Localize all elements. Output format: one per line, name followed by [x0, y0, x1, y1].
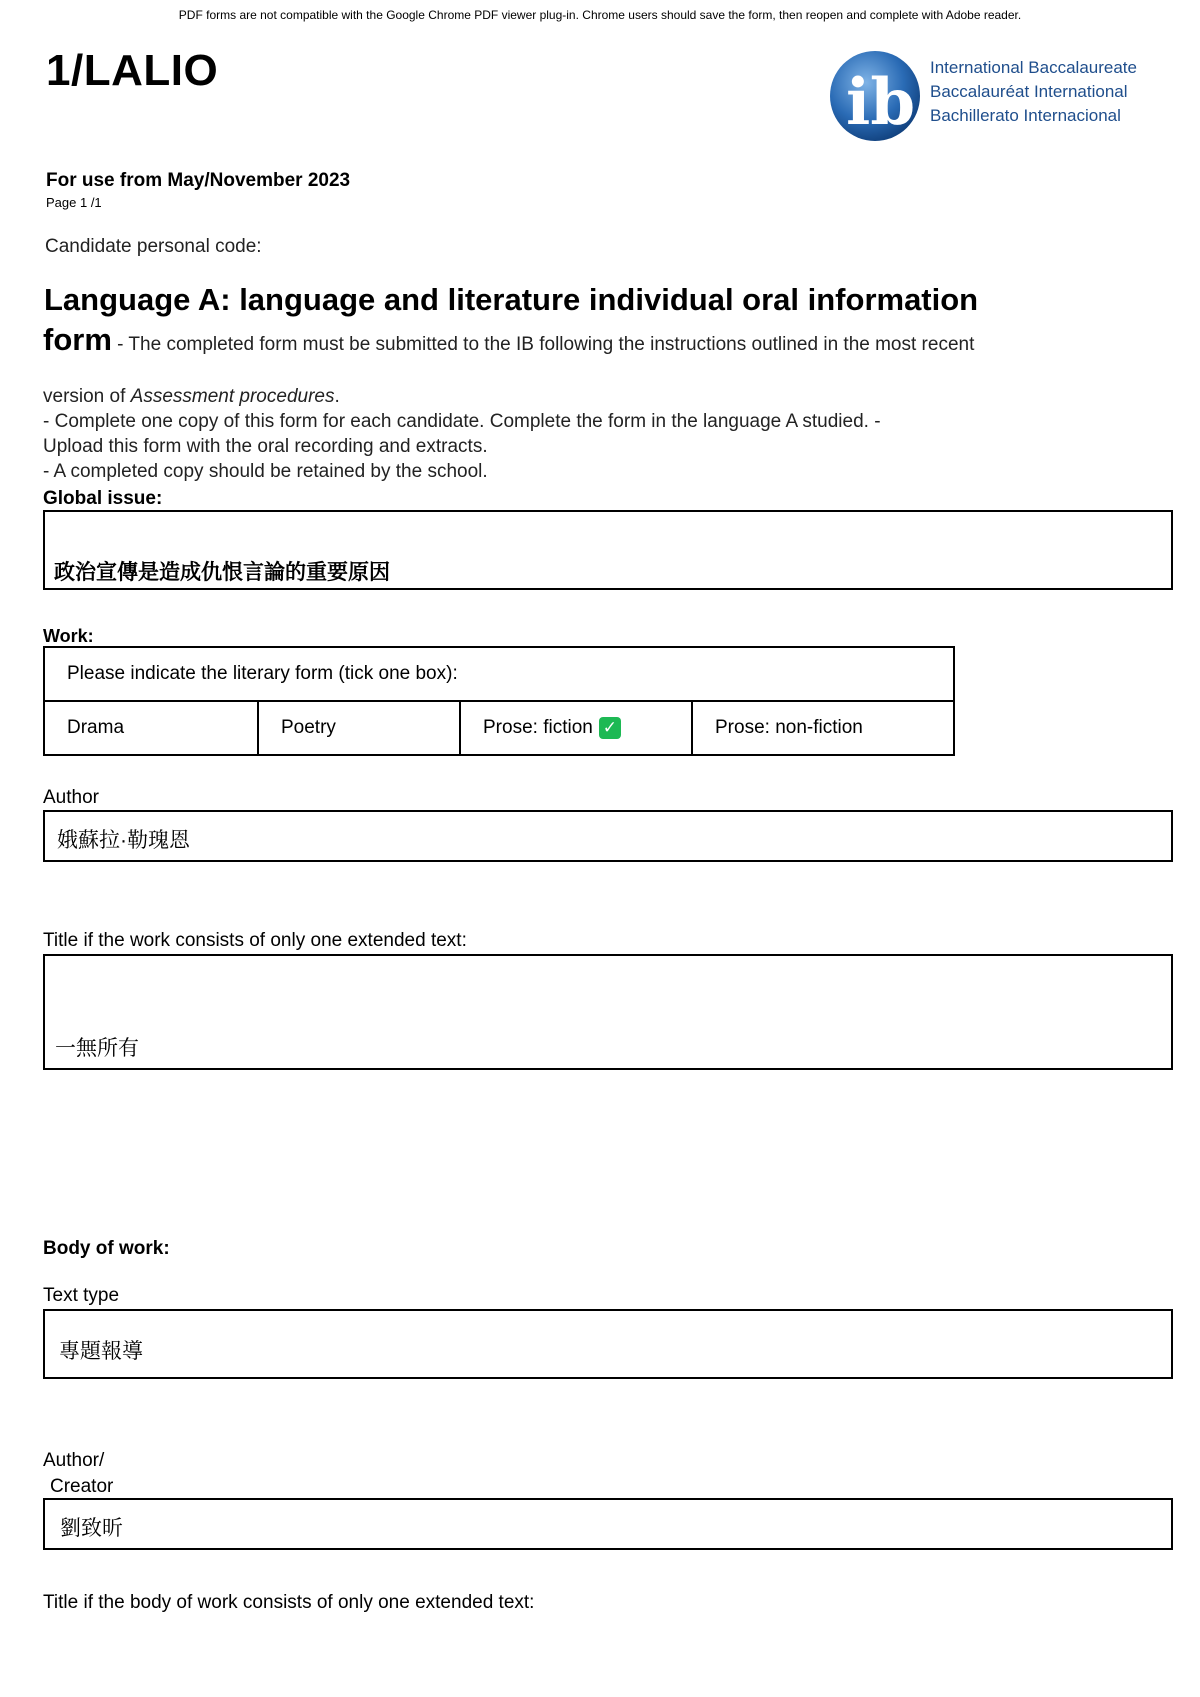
instructions [43, 384, 881, 484]
work-title-value: 一無所有 [55, 1037, 139, 1060]
option-poetry[interactable]: Poetry [258, 701, 460, 755]
text-type-value: 專題報導 [59, 1340, 143, 1363]
global-issue-label: Global issue: [43, 488, 163, 509]
literary-form-table [43, 646, 955, 756]
checkmark-icon: ✓ [599, 717, 621, 739]
body-of-work-label: Body of work: [43, 1238, 170, 1259]
form-code: 1/LALIO [46, 46, 219, 95]
ib-logo-text [930, 56, 1137, 128]
logo-line-es: Bachillerato Internacional [930, 106, 1121, 125]
logo-line-fr: Baccalauréat International [930, 82, 1128, 101]
form-title: Language A: language and literature individual oral information [44, 282, 979, 317]
instruction-2: Upload this form with the oral recording and extracts. [43, 436, 488, 457]
author-label: Author [43, 787, 99, 808]
form-title-cont [43, 322, 1063, 358]
creator-field[interactable] [43, 1498, 1173, 1550]
work-title-label: Title if the work consists of only one extended text: [43, 930, 467, 951]
work-title-field[interactable] [43, 954, 1173, 1070]
ib-logo [828, 46, 1168, 146]
global-issue-field[interactable] [43, 510, 1173, 590]
svg-text:ib: ib [846, 65, 916, 140]
option-prose-nonfiction[interactable]: Prose: non-fiction [692, 701, 954, 755]
text-type-field[interactable] [43, 1309, 1173, 1379]
instruction-3: - A completed copy should be retained by the school. [43, 461, 488, 482]
form-title-word: form [43, 322, 112, 357]
logo-line-en: International Baccalaureate [930, 58, 1137, 77]
candidate-code-label: Candidate personal code: [45, 236, 262, 257]
author-field[interactable] [43, 810, 1173, 862]
text-type-label: Text type [43, 1285, 120, 1306]
global-issue-value: 政治宣傳是造成仇恨言論的重要原因 [54, 559, 390, 584]
page-number: Page 1 /1 [46, 195, 102, 210]
creator-label: Author/ Creator [43, 1450, 114, 1497]
work-label: Work: [43, 626, 94, 646]
option-prose-fiction[interactable]: Prose: fiction ✓ [460, 701, 692, 755]
desc-line-2: version of Assessment procedures. [43, 386, 340, 407]
literary-form-prompt: Please indicate the literary form (tick one box): [44, 647, 954, 701]
chrome-notice: PDF forms are not compatible with the Google Chrome PDF viewer plug-in. Chrome users should save the form, then reopen and complete with Adobe reader. [178, 8, 1022, 22]
creator-value: 劉致昕 [60, 1517, 123, 1540]
author-value: 娥蘇拉·勒瑰恩 [57, 829, 190, 852]
instruction-1: - Complete one copy of this form for each candidate. Complete the form in the language A studied. - [43, 411, 881, 432]
for-use-date: For use from May/November 2023 [46, 170, 351, 191]
form-description: - The completed form must be submitted to the IB following the instructions outlined in the most recent [111, 334, 975, 355]
option-drama[interactable]: Drama [44, 701, 258, 755]
ib-logo-icon [828, 46, 923, 146]
body-title-label: Title if the body of work consists of only one extended text: [43, 1592, 535, 1613]
